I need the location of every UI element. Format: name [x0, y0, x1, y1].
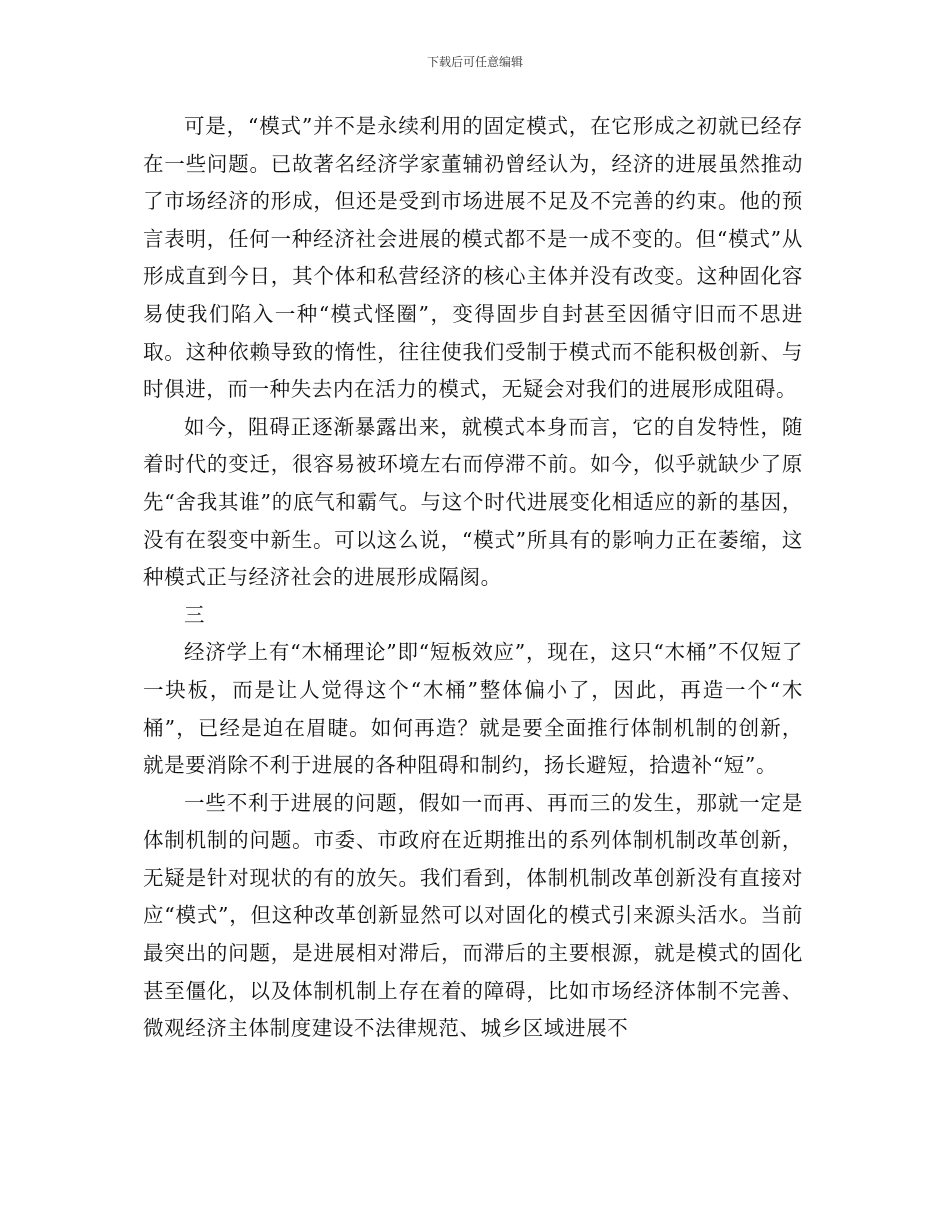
page-header: 下载后可任意编辑	[426, 55, 523, 69]
paragraph-1: 可是，“模式”并不是永续利用的固定模式，在它形成之初就已经存在一些问题。已故著名经济学家董辅礽曾经认为，经济的进展虽然推动了市场经济的形成，但还是受到市场进展不足及不完善的约束。他的预言表明，任何一种经济社会进展的模式都不是一成不变的。但“模式”从形成直到今日，其个体和私营经济的核心主体并没有改变。这种固化容易使我们陷入一种“模式怪圈”，变得固步自封甚至因循守旧而不思进取。这种依赖导致的惰性，往往使我们受制于模式而不能积极创新、与时俱进，而一种失去内在活力的模式，无疑会对我们的进展形成阻碍。	[143, 114, 803, 402]
paragraph-4: 一些不利于进展的问题，假如一而再、再而三的发生，那就一定是体制机制的问题。市委、市政府在近期推出的系列体制机制改革创新，无疑是针对现状的有的放矢。我们看到，体制机制改革创新没有直接对应“模式”，但这种改革创新显然可以对固化的模式引来源头活水。当前最突出的问题，是进展相对滞后，而滞后的主要根源，就是模式的固化甚至僵化，以及体制机制上存在着的障碍，比如市场经济体制不完善、微观经济主体制度建设不法律规范、城乡区域进展不	[143, 790, 803, 1041]
paragraph-3: 经济学上有“木桶理论”即“短板效应”，现在，这只“木桶”不仅短了一块板，而是让人觉得这个“木桶”整体偏小了，因此，再造一个“木桶”，已经是迫在眉睫。如何再造？就是要全面推行体制机制的创新，就是要消除不利于进展的各种阻碍和制约，扬长避短，拾遗补“短”。	[143, 640, 803, 778]
paragraph-2: 如今，阻碍正逐渐暴露出来，就模式本身而言，它的自发特性，随着时代的变迁，很容易被环境左右而停滞不前。如今，似乎就缺少了原先“舍我其谁”的底气和霸气。与这个时代进展变化相适应的新的基因，没有在裂变中新生。可以这么说，“模式”所具有的影响力正在萎缩，这种模式正与经济社会的进展形成隔阂。	[143, 414, 803, 590]
document-body	[143, 108, 803, 1048]
section-heading-three: 三	[184, 602, 206, 627]
